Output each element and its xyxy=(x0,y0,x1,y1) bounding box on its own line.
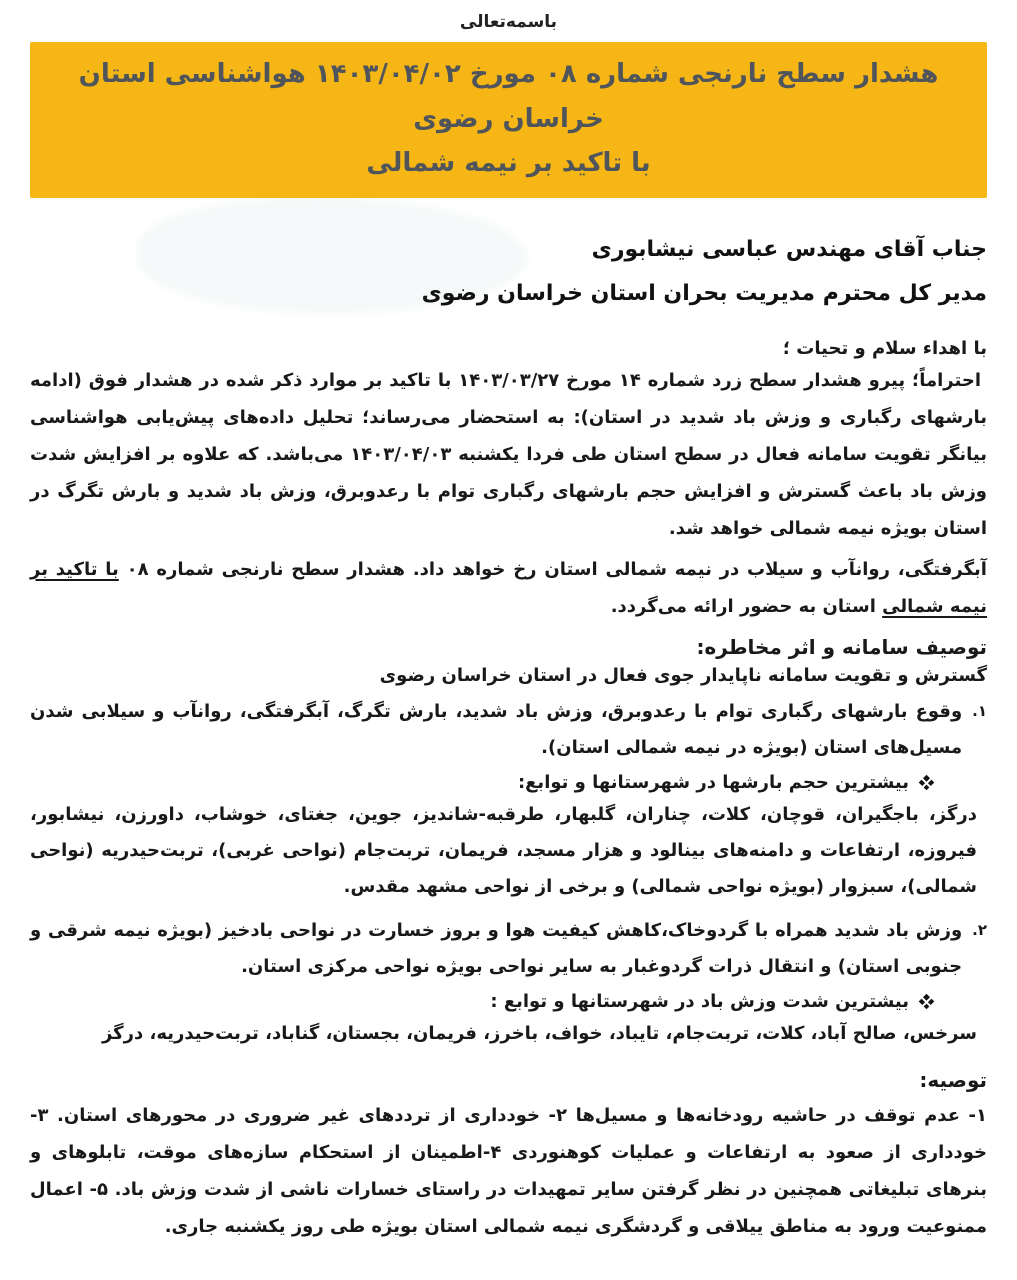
intro-paragraph: احتراماً؛ پیرو هشدار سطح زرد شماره ۱۴ مورخ ۱۴۰۳/۰۳/۲۷ با تاکید بر موارد ذکر شده در هشدار فوق (ادامه بارشهای رگباری و وزش باد شدید در استان): به استحضار می‌رساند؛ تحلیل داده‌های پیش‌یابی هواشناسی بیانگر تقویت سامانه فعال در سطح استان طی فردا یکشنبه ۱۴۰۳/۰۴/۰۳ می‌باشد. که علاوه بر افزایش شدت وزش باد باعث گسترش و افزایش حجم بارشهای رگباری توام با رعدوبرق، وزش باد شدید و بارش تگرگ در استان بویژه نیمه شمالی خواهد شد. xyxy=(30,370,987,539)
bismillah-text: باسمه‌تعالی xyxy=(459,12,558,32)
hazard-item-1-text: وقوع بارشهای رگباری توام با رعدوبرق، وزش باد شدید، بارش تگرگ، آبگرفتگی، روانآب و سیلابی شدن مسیل‌های استان (بویژه در نیمه شمالی استان). xyxy=(30,701,963,759)
recipient-name: جناب آقای مهندس عباسی نیشابوری xyxy=(591,237,987,263)
rain-cities-list: درگز، باجگیران، قوچان، کلات، چناران، گلبهار، طرقبه-شاندیز، جوین، جغتای، خوشاب، داورزن، نیشابور، فیروزه، ارتفاعات و دامنه‌های بینالود و هزار مسجد، فریمان، تربت‌جام (نواحی غربی)، تربت‌حیدریه (نواحی شمالی)، سبزوار (بویژه نواحی شمالی) و برخی از نواحی مشهد مقدس. xyxy=(30,804,977,898)
hazard-item-1 xyxy=(30,694,987,766)
banner-title-line1: هشدار سطح نارنجی شماره ۰۸ مورخ ۱۴۰۳/۰۴/۰۲ هواشناسی استان خراسان رضوی xyxy=(78,59,939,134)
presentation-paragraph xyxy=(30,552,987,626)
hazard-item-2 xyxy=(30,913,987,985)
banner-title-line2: با تاکید بر نیمه شمالی xyxy=(366,148,651,179)
underlined-emphasis-phrase: با تاکید بر نیمه شمالی xyxy=(30,558,987,617)
wind-cities-bullet-row xyxy=(30,991,932,1012)
recipient-title: مدیر کل محترم مدیریت بحران استان خراسان رضوی xyxy=(421,281,987,307)
wind-cities-bullet-title: بیشترین شدت وزش باد در شهرستانها و توابع : xyxy=(490,991,909,1013)
recipient-block xyxy=(30,228,987,316)
hazard-section-intro: گسترش و تقویت سامانه ناپایدار جوی فعال در استان خراسان رضوی xyxy=(379,665,987,687)
rain-cities-bullet-title: بیشترین حجم بارشها در شهرستانها و توابع: xyxy=(517,772,909,794)
rain-cities-bullet-row xyxy=(30,772,932,793)
hazard-section-heading: توصیف سامانه و اثر مخاطره: xyxy=(696,635,987,660)
greeting-line: با اهداء سلام و تحیات ؛ xyxy=(782,338,987,360)
hazard-item-2-text: وزش باد شدید همراه با گردوخاک،کاهش کیفیت هوا و بروز خسارت در نواحی بادخیز (بویژه نیمه شرقی و جنوبی استان) و انتقال ذرات گردوغبار به سایر نواحی بویژه نواحی مرکزی استان. xyxy=(30,920,963,978)
hazard-item-2-number: ۲. xyxy=(972,921,987,940)
wind-cities-list: سرخس، صالح آباد، کلات، تربت‌جام، تایباد، خواف، باخرز، فریمان، بجستان، گناباد، تربت‌حیدریه، درگز xyxy=(101,1023,977,1045)
diamond-bullet-icon xyxy=(919,775,935,791)
presentation-text-before: آبگرفتگی، روانآب و سیلاب در نیمه شمالی استان رخ خواهد داد. هشدار سطح نارنجی شماره ۰۸ xyxy=(118,558,987,580)
letter-content xyxy=(30,8,987,1246)
advice-section-heading: توصیه: xyxy=(919,1068,987,1093)
advice-section-text: ۱- عدم توقف در حاشیه رودخانه‌ها و مسیل‌ها ۲- خودداری از ترددهای غیر ضروری در محورهای استان. ۳- خودداری از صعود به ارتفاعات و عملیات کوهنوردی ۴-اطمینان از استحکام سازه‌های موقت، تابلوهای و بنرهای تبلیغاتی همچنین در نظر گرفتن سایر تمهیدات در راستای خسارات ناشی از شدت وزش باد. ۵- اعمال ممنوعیت ورود به مناطق ییلاقی و گردشگری نیمه شمالی استان بویژه طی روز یکشنبه جاری. xyxy=(30,1105,987,1238)
presentation-text-after: استان به حضور ارائه می‌گردد. xyxy=(610,595,883,617)
hazard-item-1-number: ۱. xyxy=(972,702,987,721)
warning-level-banner xyxy=(30,42,987,198)
diamond-bullet-icon xyxy=(919,994,935,1010)
